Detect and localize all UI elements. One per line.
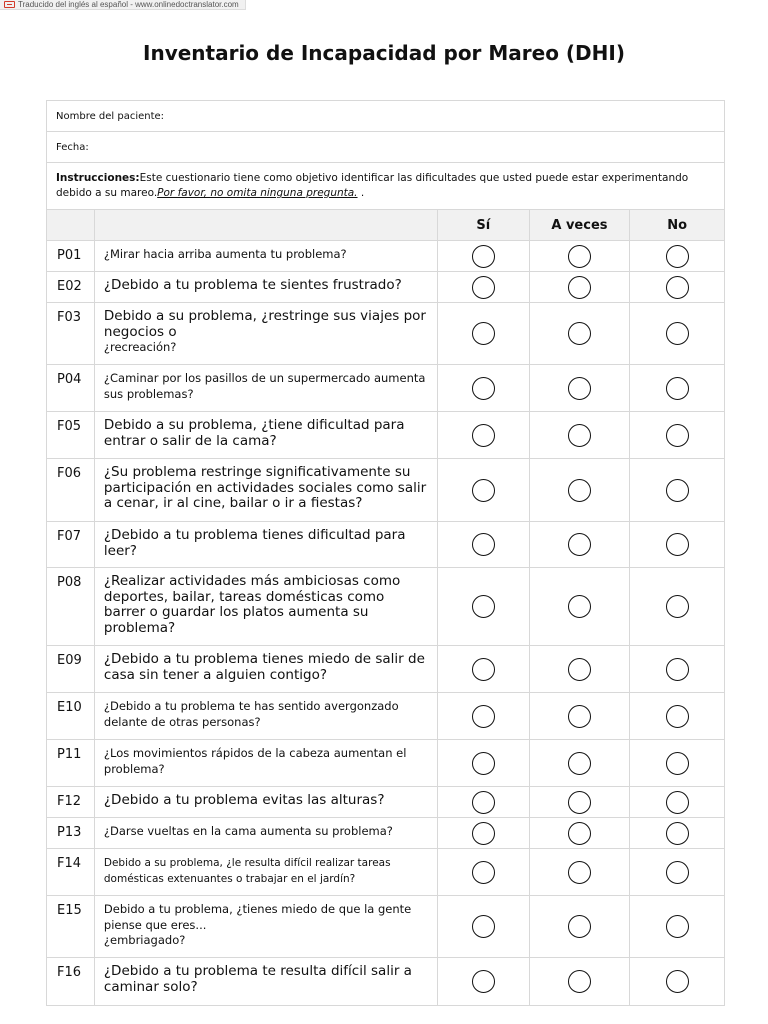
option-cell-sometimes [530,241,631,271]
option-cell-yes [438,303,530,364]
questions-table [47,241,724,1005]
option-cell-yes [438,412,530,458]
option-cell-yes [438,365,530,411]
question-row [47,365,724,412]
option-cell-no [630,787,724,817]
option-cell-yes [438,818,530,848]
question-code: F05 [47,412,95,458]
radio-yes[interactable] [472,479,495,502]
question-row [47,241,724,272]
question-row [47,272,724,303]
radio-no[interactable] [666,915,689,938]
instructions-text: Este cuestionario tiene como objetivo identificar las dificultades que usted puede estar experimentando debido a su mareo. [56,172,689,199]
column-header-sometimes: A veces [530,210,631,240]
option-cell-yes [438,693,530,739]
question-cell [95,522,438,567]
question-text: ¿Caminar por los pasillos de un supermercado aumenta sus problemas? [103,371,426,401]
question-text: ¿Mirar hacia arriba aumenta tu problema? [103,247,347,261]
radio-sometimes[interactable] [568,822,591,845]
option-cell-yes [438,958,530,1005]
option-cell-yes [438,740,530,786]
option-cell-no [630,303,724,364]
radio-yes[interactable] [472,752,495,775]
question-cell [95,818,438,848]
option-cell-yes [438,272,530,302]
radio-no[interactable] [666,245,689,268]
question-code: F12 [47,787,95,817]
option-cell-no [630,522,724,567]
instructions-label: Instrucciones: [56,172,140,184]
translator-logo-icon [4,1,15,8]
question-row [47,303,724,365]
option-cell-sometimes [530,303,631,364]
question-cell [95,849,438,895]
question-cell [95,412,438,458]
patient-name-label: Nombre del paciente: [56,110,165,122]
option-cell-yes [438,459,530,521]
radio-sometimes[interactable] [568,705,591,728]
question-row [47,849,724,896]
option-cell-sometimes [530,818,631,848]
radio-yes[interactable] [472,276,495,299]
radio-sometimes[interactable] [568,245,591,268]
question-row [47,787,724,818]
question-text-continued: ¿recreación? [103,340,177,354]
question-code: E02 [47,272,95,302]
question-row [47,522,724,568]
option-cell-yes [438,896,530,957]
radio-no[interactable] [666,533,689,556]
question-row [47,646,724,693]
date-row[interactable] [47,132,724,163]
question-cell [95,272,438,302]
radio-sometimes[interactable] [568,658,591,681]
question-cell [95,896,438,957]
option-cell-sometimes [530,365,631,411]
table-header [47,210,724,241]
question-code: P08 [47,568,95,645]
radio-yes[interactable] [472,658,495,681]
page-title: Inventario de Incapacidad por Mareo (DHI) [143,41,625,65]
radio-yes[interactable] [472,245,495,268]
radio-sometimes[interactable] [568,861,591,884]
question-code: P01 [47,241,95,271]
question-row [47,896,724,958]
question-cell [95,303,438,364]
radio-yes[interactable] [472,915,495,938]
code-column-header [47,210,95,240]
column-header-no: No [667,217,688,233]
date-label: Fecha: [56,141,89,153]
question-cell [95,646,438,692]
question-row [47,693,724,740]
question-row [47,958,724,1005]
option-cell-yes [438,241,530,271]
dhi-form [46,100,725,1006]
option-cell-no [630,568,724,645]
radio-no[interactable] [666,822,689,845]
question-code: F14 [47,849,95,895]
question-row [47,740,724,787]
radio-sometimes[interactable] [568,377,591,400]
option-cell-no [630,849,724,895]
option-cell-sometimes [530,412,631,458]
radio-yes[interactable] [472,822,495,845]
radio-no[interactable] [666,276,689,299]
radio-no[interactable] [666,595,689,618]
radio-sometimes[interactable] [568,752,591,775]
question-text: ¿Los movimientos rápidos de la cabeza aumentan el problema? [103,746,407,776]
question-text: ¿Debido a tu problema te sientes frustrado? [103,277,402,293]
radio-sometimes[interactable] [568,791,591,814]
question-text-continued: ¿embriagado? [103,933,186,947]
question-row [47,568,724,646]
option-cell-yes [438,568,530,645]
question-code: P04 [47,365,95,411]
question-row [47,459,724,522]
radio-sometimes[interactable] [568,276,591,299]
question-text: ¿Debido a tu problema tienes miedo de salir de casa sin tener a alguien contigo? [103,651,425,683]
option-cell-no [630,896,724,957]
instructions-emphasis: Por favor, no omita ninguna pregunta. [157,187,358,199]
radio-no[interactable] [666,705,689,728]
question-code: F16 [47,958,95,1005]
question-code: P13 [47,818,95,848]
question-row [47,818,724,849]
option-cell-sometimes [530,522,631,567]
option-cell-sometimes [530,646,631,692]
question-code: E15 [47,896,95,957]
option-cell-yes [438,646,530,692]
question-text: Debido a su problema, ¿restringe sus viajes por negocios o [103,308,426,340]
question-column-header [95,210,438,240]
question-cell [95,241,438,271]
question-cell [95,787,438,817]
question-cell [95,568,438,645]
question-cell [95,740,438,786]
option-cell-no [630,818,724,848]
radio-no[interactable] [666,970,689,993]
question-text: Debido a su problema, ¿le resulta difícil realizar tareas domésticas extenuantes o trabajar en el jardín? [103,857,391,885]
radio-yes[interactable] [472,705,495,728]
radio-sometimes[interactable] [568,970,591,993]
option-cell-sometimes [530,568,631,645]
radio-no[interactable] [666,791,689,814]
question-code: F03 [47,303,95,364]
radio-no[interactable] [666,479,689,502]
question-text: Debido a su problema, ¿tiene dificultad para entrar o salir de la cama? [103,417,405,449]
radio-yes[interactable] [472,970,495,993]
option-cell-sometimes [530,740,631,786]
option-cell-no [630,958,724,1005]
radio-yes[interactable] [472,533,495,556]
question-text: ¿Su problema restringe significativamente su participación en actividades sociales como salir a cenar, ir al cine, bailar o ir a fiestas? [103,464,427,511]
option-cell-no [630,693,724,739]
radio-sometimes[interactable] [568,424,591,447]
radio-sometimes[interactable] [568,322,591,345]
option-cell-sometimes [530,459,631,521]
question-text: ¿Debido a tu problema evitas las alturas? [103,792,385,808]
radio-yes[interactable] [472,861,495,884]
question-text: ¿Debido a tu problema te resulta difícil salir a caminar solo? [103,963,412,995]
radio-no[interactable] [666,377,689,400]
radio-yes[interactable] [472,791,495,814]
option-cell-no [630,459,724,521]
question-cell [95,693,438,739]
question-code: F06 [47,459,95,521]
option-cell-no [630,646,724,692]
instructions [47,163,724,210]
question-code: F07 [47,522,95,567]
radio-no[interactable] [666,752,689,775]
option-cell-yes [438,849,530,895]
radio-sometimes[interactable] [568,533,591,556]
option-cell-no [630,412,724,458]
question-code: E09 [47,646,95,692]
question-cell [95,459,438,521]
radio-yes[interactable] [472,595,495,618]
question-code: E10 [47,693,95,739]
question-row [47,412,724,459]
question-text: Debido a tu problema, ¿tienes miedo de que la gente piense que eres... [103,902,412,932]
question-text: ¿Debido a tu problema tienes dificultad para leer? [103,527,406,559]
radio-no[interactable] [666,424,689,447]
radio-yes[interactable] [472,424,495,447]
question-text: ¿Debido a tu problema te has sentido avergonzado delante de otras personas? [103,699,399,729]
option-cell-sometimes [530,693,631,739]
question-cell [95,365,438,411]
column-header-yes: Sí [438,210,530,240]
option-cell-yes [438,787,530,817]
option-cell-sometimes [530,896,631,957]
radio-sometimes[interactable] [568,479,591,502]
option-cell-sometimes [530,849,631,895]
radio-yes[interactable] [472,377,495,400]
radio-no[interactable] [666,322,689,345]
question-text: ¿Darse vueltas en la cama aumenta su problema? [103,824,393,838]
instructions-trailing: . [357,187,365,199]
radio-sometimes[interactable] [568,595,591,618]
option-cell-sometimes [530,787,631,817]
option-cell-sometimes [530,272,631,302]
patient-name-row[interactable] [47,101,724,132]
radio-no[interactable] [666,861,689,884]
question-code: P11 [47,740,95,786]
question-cell [95,958,438,1005]
question-text: ¿Realizar actividades más ambiciosas como deportes, bailar, tareas domésticas como barrer o guardar los platos aumenta su problema? [103,573,401,636]
option-cell-no [630,365,724,411]
option-cell-no [630,272,724,302]
option-cell-sometimes [530,958,631,1005]
radio-no[interactable] [666,658,689,681]
option-cell-no [630,740,724,786]
translation-banner [0,0,246,10]
radio-yes[interactable] [472,322,495,345]
option-cell-no [630,241,724,271]
option-cell-yes [438,522,530,567]
banner-text: Traducido del inglés al español - www.onlinedoctranslator.com [18,0,239,9]
radio-sometimes[interactable] [568,915,591,938]
